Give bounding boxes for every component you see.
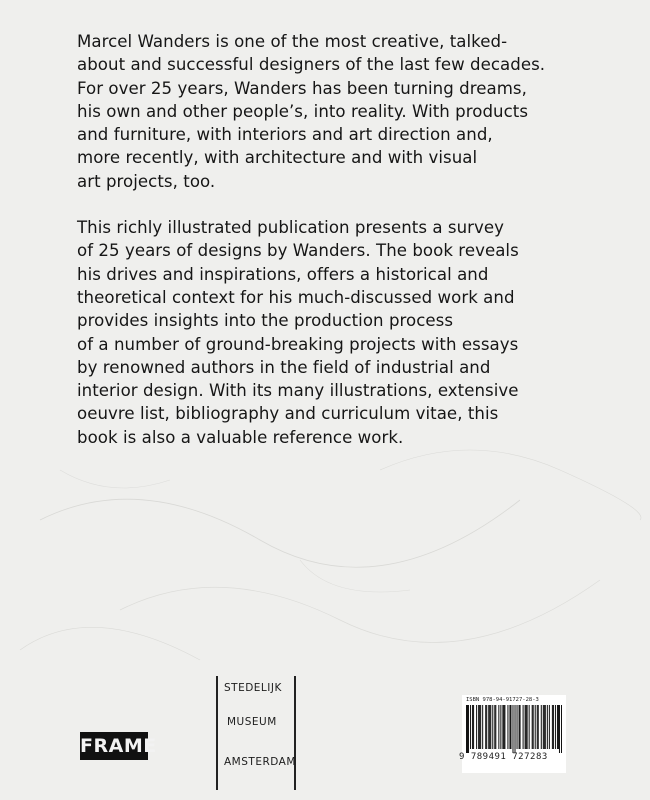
blurb-line: his drives and inspirations, offers a historical and	[77, 264, 489, 284]
logo-left-bar	[216, 676, 218, 790]
logo-right-bar	[294, 676, 296, 790]
barcode-bar	[557, 705, 558, 749]
barcode-bar	[533, 705, 534, 749]
blurb-line: oeuvre list, bibliography and curriculum vitae, this	[77, 404, 499, 424]
barcode-bar	[507, 705, 508, 749]
barcode-bar	[529, 705, 530, 749]
stedelijk-museum-logo	[216, 676, 296, 790]
barcode-bar	[543, 705, 544, 749]
blurb-line: For over 25 years, Wanders has been turning dreams,	[77, 78, 527, 98]
barcode-bar	[498, 705, 499, 749]
barcode-bar	[480, 705, 481, 749]
barcode-bar	[535, 705, 536, 749]
barcode-bar	[553, 705, 554, 749]
logo-word-stedelijk: STEDELIJK	[224, 682, 282, 694]
barcode-bar	[479, 705, 480, 749]
barcode-bar	[466, 705, 467, 753]
barcode-bar	[523, 705, 524, 749]
barcode-bar	[510, 705, 511, 749]
barcode-bar	[473, 705, 474, 749]
barcode-bar	[549, 705, 550, 749]
barcode-bar	[547, 705, 548, 749]
blurb-line: of a number of ground-breaking projects with essays	[77, 334, 519, 354]
logo-word-museum: MUSEUM	[227, 716, 277, 728]
barcode-bar	[527, 705, 528, 749]
blurb-line: by renowned authors in the field of industrial and	[77, 357, 491, 377]
barcode-bar	[502, 705, 503, 749]
barcode-bar	[538, 705, 539, 749]
barcode-bar	[495, 705, 496, 749]
barcode-bar	[472, 705, 473, 749]
cover-blurb	[77, 30, 632, 449]
barcode-bar	[517, 705, 518, 749]
barcode-bar	[486, 705, 487, 749]
barcode-bar	[478, 705, 479, 749]
blurb-line: art projects, too.	[77, 171, 216, 191]
blurb-line: theoretical context for his much-discussed work and	[77, 287, 515, 307]
blurb-paragraph-2	[77, 216, 632, 449]
barcode-bar	[537, 705, 538, 749]
blurb-line: of 25 years of designs by Wanders. The book reveals	[77, 241, 519, 261]
barcode-bar	[490, 705, 491, 749]
blurb-line: and furniture, with interiors and art direction and,	[77, 125, 493, 145]
logo-word-amsterdam: AMSTERDAM	[224, 756, 296, 768]
barcode-bar	[503, 705, 504, 749]
barcode-bar	[476, 705, 477, 749]
blurb-line: Marcel Wanders is one of the most creative, talked-	[77, 32, 508, 51]
barcode-bar	[515, 705, 516, 753]
blurb-paragraph-1	[77, 30, 632, 193]
barcode-bar	[545, 705, 546, 749]
blurb-line: This richly illustrated publication presents a survey	[77, 218, 505, 238]
barcode-bar	[485, 705, 486, 749]
barcode-bar	[525, 705, 526, 749]
barcode-bar	[552, 705, 553, 749]
frame-publisher-logo: FRAME	[80, 732, 148, 760]
barcode-bar	[558, 705, 559, 749]
blurb-line: book is also a valuable reference work.	[77, 427, 404, 447]
barcode-icon	[466, 705, 562, 753]
barcode-bar	[561, 705, 562, 753]
barcode-bar	[504, 705, 505, 749]
barcode-bar	[488, 705, 489, 749]
barcode-bar	[500, 705, 501, 749]
barcode-bar	[489, 705, 490, 749]
barcode-bar	[482, 705, 483, 749]
blurb-line: about and successful designers of the last few decades.	[77, 55, 546, 75]
barcode-bar	[526, 705, 527, 749]
blurb-line: his own and other people’s, into reality. With products	[77, 101, 529, 121]
barcode-bar	[492, 705, 493, 749]
isbn-text: ISBN 978-94-91727-28-3	[466, 697, 539, 703]
blurb-line: provides insights into the production process	[77, 311, 454, 331]
barcode-bar	[559, 705, 560, 753]
barcode-bar	[512, 705, 513, 753]
barcode-bar	[468, 705, 469, 753]
barcode-bar	[532, 705, 533, 749]
barcode-bar	[494, 705, 495, 749]
blurb-line: interior design. With its many illustrations, extensive	[77, 381, 519, 401]
barcode-bar	[470, 705, 471, 749]
barcode-bar	[467, 705, 468, 753]
barcode-bar	[509, 705, 510, 749]
barcode-bar	[541, 705, 542, 749]
barcode-bar	[555, 705, 556, 749]
blurb-line: more recently, with architecture and with visual	[77, 148, 478, 168]
barcode-bar	[519, 705, 520, 749]
barcode-bar	[520, 705, 521, 749]
barcode-bar	[544, 705, 545, 749]
barcode-digits: 9 789491 727283	[459, 752, 548, 762]
